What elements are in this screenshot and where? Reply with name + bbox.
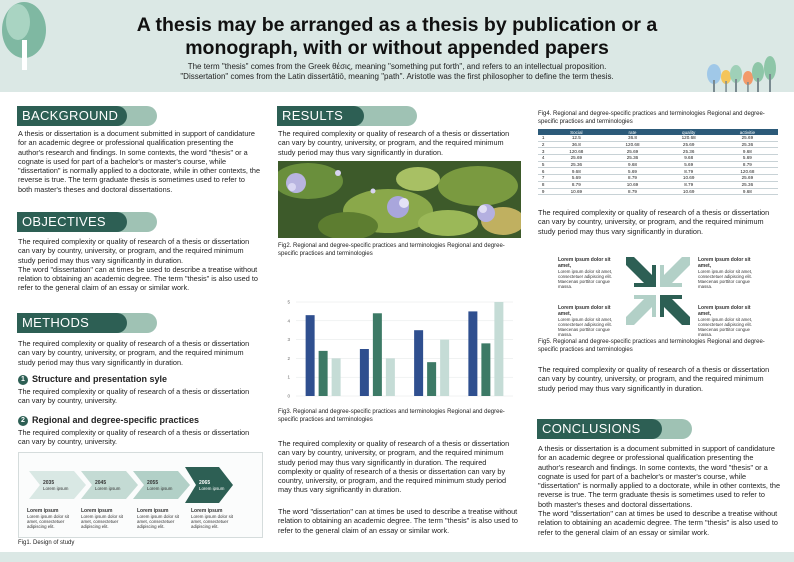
table-cell: 120.68: [717, 168, 778, 175]
bar-series-3-2: [386, 358, 395, 396]
table-cell: 25.36: [604, 155, 660, 162]
trees-illustration-right: [700, 52, 786, 92]
table-cell: 25.69: [717, 135, 778, 141]
table-cell: 3: [538, 148, 548, 155]
table-row: [538, 168, 778, 175]
table-cell: 8.79: [604, 188, 660, 195]
poster-subtitle: [120, 62, 674, 82]
table-cell: 8.79: [548, 181, 604, 188]
fig2-caption: Fig2. Regional and degree-specific practices and terminologies Regional and degree-specific practices and terminologies: [278, 243, 505, 257]
table-cell: 25.36: [548, 161, 604, 168]
table-header-cell: quality: [661, 129, 717, 135]
table-cell: 8: [538, 181, 548, 188]
table-cell: 10.69: [604, 181, 660, 188]
table-cell: 8.79: [661, 181, 717, 188]
table-cell: 6: [538, 168, 548, 175]
y-tick-label: 2: [287, 355, 290, 361]
fig3-caption: Fig3. Regional and degree-specific practices and terminologies Regional and degree-specific practices and terminologies: [278, 409, 505, 423]
bar-series-2-2: [373, 313, 382, 396]
arrow-bottom-right-icon: [660, 295, 690, 325]
timeline-desc-2: [81, 508, 129, 529]
timeline-desc-text-4: Lorem ipsum dolor sit amet, consectetuer adipiscing elit.: [191, 514, 233, 529]
fig5-block-desc-1: Lorem ipsum dolor sit amet, consectetuer adipiscing elit. Maecenas porttitor congue massa.: [558, 269, 613, 289]
bar-series-1-2: [360, 349, 369, 396]
y-tick-label: 4: [287, 318, 290, 324]
table-cell: 9.68: [717, 148, 778, 155]
table-cell: 36.8: [604, 135, 660, 141]
fig2-photo-hydrangea: [278, 161, 521, 238]
bar-series-3-4: [494, 302, 503, 396]
timeline-step-3: [147, 480, 172, 491]
results-text-1: The required complexity or quality of research of a thesis or dissertation can vary by country, university, or program, and the required minimum study period may thus vary significantly in duration.: [278, 129, 510, 157]
timeline-step-1: [43, 480, 68, 491]
table-cell: 10.69: [661, 188, 717, 195]
poster-title: A thesis may be arranged as a thesis by publication or a monograph, with or without appended papers: [136, 14, 658, 59]
conclusions-heading: CONCLUSIONS: [537, 419, 692, 439]
methods-sub2-title: [18, 414, 199, 426]
fig5-block-title-2: Lorem ipsum dolor sit amet,: [698, 257, 751, 269]
table-cell: 8.79: [604, 175, 660, 182]
table-cell: 5.69: [548, 175, 604, 182]
arrow-bottom-left-icon: [626, 295, 656, 325]
fig5-block-1: [558, 257, 616, 289]
timeline-step-2: [95, 480, 120, 491]
fig5-block-3: [558, 305, 616, 337]
timeline-year-3: 2055: [147, 480, 159, 486]
table-cell: 9.68: [661, 155, 717, 162]
table-cell: 1: [538, 135, 548, 141]
bar-series-1-3: [414, 330, 423, 396]
fig5-block-desc-4: Lorem ipsum dolor sit amet, consectetuer adipiscing elit. Maecenas porttitor congue massa.: [698, 317, 753, 337]
fig4-caption: Fig4. Regional and degree-specific practices and terminologies Regional and degree-specific practices and terminologies: [538, 111, 765, 125]
bar-series-2-1: [319, 351, 328, 396]
sub1-title-text: Structure and presentation syle: [32, 374, 168, 384]
fig5-block-4: [698, 305, 760, 337]
table-row: [538, 141, 778, 148]
table-cell: 25.69: [604, 148, 660, 155]
converging-arrows-icon: [624, 255, 692, 327]
table-cell: 4: [538, 155, 548, 162]
y-tick-label: 3: [287, 337, 290, 343]
methods-sub1-text: The required complexity or quality of research of a thesis or dissertation can vary by country, university.: [18, 387, 250, 406]
timeline-desc-3: [137, 508, 185, 529]
results-text-2: The required complexity or quality of research of a thesis or dissertation can vary by country, university, or program, and the required minimum study period may thus vary significantly in duration. The required complexity or quality of research of a thesis or dissertation can vary by country, university, or program, and the required minimum study period may thus vary significantly in duration.: [278, 439, 510, 495]
table-header-cell: activitie: [717, 129, 778, 135]
timeline-desc-title-2: Lorem ipsum: [81, 508, 113, 514]
objectives-heading: OBJECTIVES: [17, 212, 157, 232]
bar-series-3-3: [440, 340, 449, 396]
fig5-block-desc-3: Lorem ipsum dolor sit amet, consectetuer adipiscing elit. Maecenas porttitor congue massa.: [558, 317, 613, 337]
timeline-label-2: Lorem ipsum: [95, 486, 121, 491]
timeline-desc-text-1: Lorem ipsum dolor sit amet, consectetuer adipiscing elit.: [27, 514, 69, 529]
background-heading: BACKGROUND: [17, 106, 157, 126]
fig5-diagram: [538, 247, 781, 335]
conclusions-text: A thesis or dissertation is a document submitted in support of candidature for an academic degree or professional qualification presenting the author's research and findings. In some contexts, the word "thesis" or a cognate is used for part of a bachelor's or master's course, while "dissertation" is normally applied to a doctorate, while in other contexts, the reverse is true. The term graduate thesis is sometimes used to refer to both master's theses and doctoral dissertations. The word "dissertation" can at times be used to describe a treatise without relation to obtaining an academic degree. The term "thesis" is also used to refer to the general claim of an essay or similar work.: [538, 444, 781, 537]
subtitle-line-2: "Dissertation" comes from the Latin dissertātiō, meaning "path". Aristotle was the first philosopher to define the term thesis.: [180, 72, 614, 81]
table-row: [538, 181, 778, 188]
methods-heading: METHODS: [17, 313, 157, 333]
table-row: [538, 155, 778, 162]
y-tick-label: 1: [287, 374, 290, 380]
results-text-3: The word "dissertation" can at times be used to describe a treatise without relation to obtaining an academic degree. The term "thesis" is also used to refer to the general claim of an essay or similar work.: [278, 507, 518, 535]
fig4-data-table: [538, 129, 778, 195]
hydrangea-image: [278, 161, 521, 238]
background-text: A thesis or dissertation is a document submitted in support of candidature for an academic degree or professional qualification presenting the author's research and findings. In some contexts, the word "thesis" or a cognate is used for part of a bachelor's or master's course, while "dissertation" is normally applied to a doctorate, while in other contexts, the reverse is true. The term graduate thesis is sometimes used to refer to both master's theses and doctoral dissertations.: [18, 129, 261, 194]
table-cell: 5.69: [604, 168, 660, 175]
fig1-caption: Fig1. Design of study: [18, 540, 75, 546]
table-header-cell: rate: [604, 129, 660, 135]
bar-chart-svg: [278, 292, 521, 405]
timeline-desc-4: [191, 508, 239, 529]
sub2-number: 2: [18, 416, 28, 426]
table-cell: 9.68: [717, 188, 778, 195]
table-cell: 36.8: [548, 141, 604, 148]
table-cell: 10.69: [661, 175, 717, 182]
table-cell: 9.68: [548, 168, 604, 175]
timeline-label-4: Lorem ipsum: [199, 486, 225, 491]
table-row: [538, 148, 778, 155]
right-text-2: The required complexity or quality of research of a thesis or dissertation can vary by country, university, or program, and the required minimum study period may thus vary significantly in duration.: [538, 365, 770, 393]
fig5-block-2: [698, 257, 760, 289]
table-row: [538, 161, 778, 168]
sub1-number: 1: [18, 375, 28, 385]
methods-text: The required complexity or quality of research of a thesis or dissertation can vary by country, university, or program, and the required minimum study period may thus vary significantly in duration.: [18, 339, 250, 367]
table-cell: 5.69: [661, 161, 717, 168]
timeline-desc-text-3: Lorem ipsum dolor sit amet, consectetuer adipiscing elit.: [137, 514, 179, 529]
fig5-caption: Fig5. Regional and degree-specific practices and terminologies Regional and degree-specific practices and terminologies: [538, 339, 765, 353]
table-row: [538, 175, 778, 182]
fig3-bar-chart: [278, 292, 521, 405]
y-tick-label: 5: [287, 299, 290, 305]
tree-illustration-left: [0, 0, 60, 70]
table-cell: 7: [538, 175, 548, 182]
y-tick-label: 0: [287, 393, 290, 399]
fig5-block-title-4: Lorem ipsum dolor sit amet,: [698, 305, 751, 317]
table-cell: 9: [538, 188, 548, 195]
objectives-text: The required complexity or quality of research of a thesis or dissertation can vary by country, university, or program, and the required minimum study period may thus vary significantly in duration. The word "dissertation" can at times be used to describe a treatise without relation to obtaining an academic degree. The term "thesis" is also used to refer to the general claim of an essay or similar work.: [18, 237, 258, 293]
bar-series-3-1: [332, 358, 341, 396]
table-cell: 9.68: [604, 161, 660, 168]
table-cell: 25.36: [717, 141, 778, 148]
table-cell: 25.36: [661, 148, 717, 155]
timeline-label-3: Lorem ipsum: [147, 486, 173, 491]
timeline-desc-title-4: Lorem ipsum: [191, 508, 223, 514]
subtitle-line-1: The term "thesis" comes from the Greek θέσις, meaning "something put forth", and refers to an intellectual proposition.: [187, 62, 607, 71]
timeline-year-4: 2065: [199, 480, 211, 486]
table-cell: 25.36: [717, 181, 778, 188]
table-cell: 25.69: [548, 155, 604, 162]
results-heading: RESULTS: [277, 106, 417, 126]
table-row: [538, 188, 778, 195]
bar-series-2-3: [427, 362, 436, 396]
timeline-desc-text-2: Lorem ipsum dolor sit amet, consectetuer adipiscing elit.: [81, 514, 123, 529]
right-text-1: The required complexity or quality of research of a thesis or dissertation can vary by country, university, or program, and the required minimum study period may thus vary significantly in duration.: [538, 208, 770, 236]
methods-sub2-text: The required complexity or quality of research of a thesis or dissertation can vary by country, university.: [18, 428, 250, 447]
timeline-year-1: 2035: [43, 480, 55, 486]
timeline-desc-title-3: Lorem ipsum: [137, 508, 169, 514]
table-cell: 2: [538, 141, 548, 148]
methods-sub1-title: [18, 373, 167, 385]
table-cell: 120.68: [548, 148, 604, 155]
table-cell: 120.68: [661, 135, 717, 141]
arrow-top-left-icon: [626, 257, 656, 287]
table-cell: 12.5: [548, 135, 604, 141]
bar-series-2-4: [481, 343, 490, 396]
table-header-cell: Social: [548, 129, 604, 135]
data-table: [538, 129, 778, 195]
fig1-timeline: [18, 452, 263, 538]
header-band: [0, 0, 794, 92]
table-cell: 10.69: [548, 188, 604, 195]
timeline-step-4: [199, 480, 224, 491]
table-cell: 25.69: [661, 141, 717, 148]
timeline-label-1: Lorem ipsum: [43, 486, 69, 491]
table-cell: 25.69: [717, 175, 778, 182]
footer-band: [0, 552, 794, 562]
arrow-top-right-icon: [660, 257, 690, 287]
table-cell: 5: [538, 161, 548, 168]
fig5-block-title-1: Lorem ipsum dolor sit amet,: [558, 257, 611, 269]
timeline-desc-title-1: Lorem ipsum: [27, 508, 59, 514]
bar-series-1-1: [306, 315, 315, 396]
sub2-title-text: Regional and degree-specific practices: [32, 415, 200, 425]
table-cell: 120.68: [604, 141, 660, 148]
timeline-year-2: 2045: [95, 480, 107, 486]
fig5-block-desc-2: Lorem ipsum dolor sit amet, consectetuer adipiscing elit. Maecenas porttitor congue massa.: [698, 269, 753, 289]
table-cell: 8.79: [717, 161, 778, 168]
timeline-desc-1: [27, 508, 75, 529]
fig5-block-title-3: Lorem ipsum dolor sit amet,: [558, 305, 611, 317]
table-cell: 8.79: [661, 168, 717, 175]
bar-series-1-4: [468, 311, 477, 396]
table-cell: 5.69: [717, 155, 778, 162]
